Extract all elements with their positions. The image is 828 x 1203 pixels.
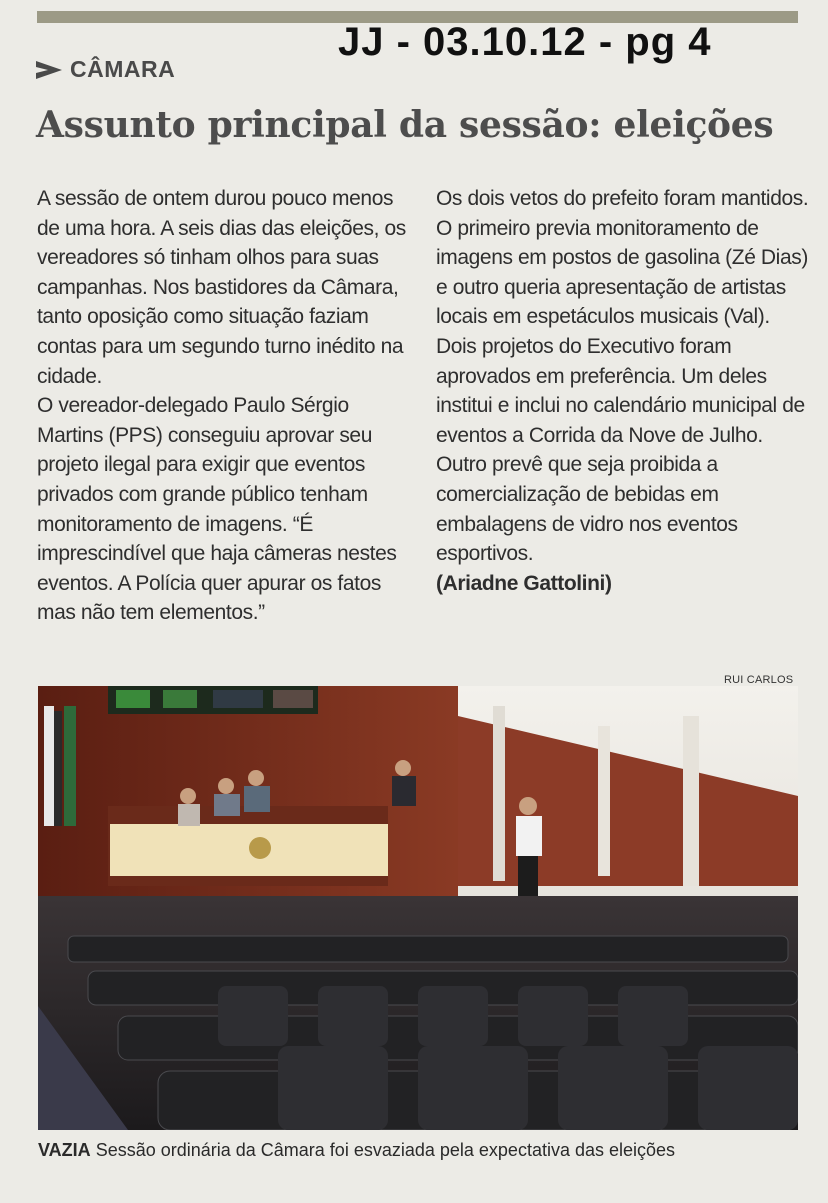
photo-caption: [38, 1140, 818, 1161]
article-column-2: [436, 184, 811, 598]
section-header: [36, 56, 175, 83]
caption-text: Sessão ordinária da Câmara foi esvaziada pela expectativa das eleições: [95, 1140, 676, 1160]
paragraph: O vereador-delegado Paulo Sérgio Martins (PPS) conseguiu aprovar seu projeto ilegal para exigir que eventos privados com grande público tenham monitoramento de imagens. “É imprescindível que haja câmeras nestes eventos. A Polícia quer apurar os fatos mas não tem elementos.”: [37, 394, 397, 625]
photo-credit: RUI CARLOS: [724, 674, 794, 686]
article-column-1: [37, 184, 409, 628]
paragraph: A sessão de ontem durou pouco menos de uma hora. A seis dias das eleições, os vereadores só tinham olhos para suas campanhas. Nos bastidores da Câmara, tanto oposição como situação faziam contas para um segundo turno inédito na cidade.: [37, 187, 406, 388]
clipping-label: JJ - 03.10.12 - pg 4: [338, 20, 712, 64]
arrow-right-icon: [36, 61, 62, 79]
article-headline: Assunto principal da sessão: eleições: [36, 104, 774, 146]
paragraph: Os dois vetos do prefeito foram mantidos. O primeiro previa monitoramento de imagens em postos de gasolina (Zé Dias) e outro queria apresentação de artistas locais em espetáculos musicais (Val).: [436, 187, 809, 329]
paragraph: Dois projetos do Executivo foram aprovados em preferência. Um deles institui e inclui no calendário municipal de eventos a Corrida da Nove de Julho. Outro prevê que seja proibida a comercialização de bebidas em embalagens de vidro nos eventos esportivos.: [436, 334, 805, 566]
section-label: CÂMARA: [70, 56, 176, 82]
caption-tag: VAZIA: [38, 1140, 91, 1160]
article-byline: (Ariadne Gattolini): [436, 571, 612, 595]
chamber-photo: [38, 686, 798, 1130]
